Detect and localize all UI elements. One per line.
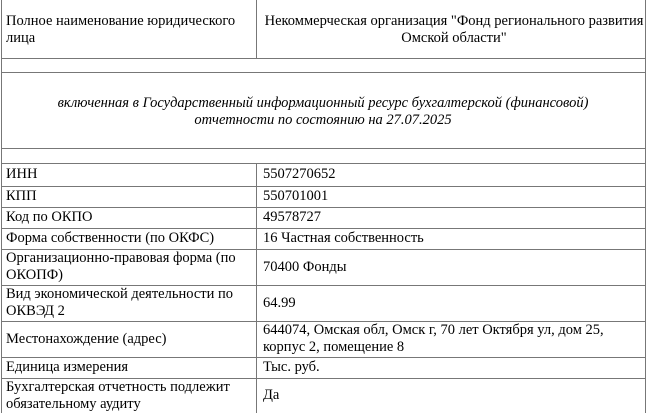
row-divider: [1, 72, 646, 73]
okfs-value: 16 Частная собственность: [263, 230, 424, 246]
audit-value: Да: [263, 387, 280, 403]
okpo-label: Код по ОКПО: [6, 209, 93, 225]
column-divider-top: [256, 0, 257, 58]
unit-label: Единица измерения: [6, 359, 129, 375]
row-divider: [1, 148, 646, 149]
registry-banner: включенная в Государственный информационный ресурс бухгалтерской (финансовой) отчетности по состоянию на 27.07.2025: [57, 95, 589, 128]
row-divider: [1, 58, 646, 59]
okved-value: 64.99: [263, 294, 296, 311]
inn-label: ИНН: [6, 166, 38, 182]
full-name-label: Полное наименование юридического лица: [6, 13, 236, 46]
unit-value: Тыс. руб.: [263, 359, 320, 375]
address-label: Местонахождение (адрес): [6, 330, 167, 347]
full-name-value: Некоммерческая организация "Фонд регионального развития Омской области": [264, 13, 644, 46]
address-value: 644074, Омская обл, Омск г, 70 лет Октября ул, дом 25, корпус 2, помещение 8: [263, 322, 604, 355]
okfs-label: Форма собственности (по ОКФС): [6, 230, 215, 246]
okpo-value: 49578727: [263, 209, 321, 225]
kpp-value: 550701001: [263, 188, 329, 204]
okved-label: Вид экономической деятельности по ОКВЭД 2: [6, 286, 233, 319]
column-divider-bottom: [256, 163, 257, 413]
okopf-value: 70400 Фонды: [263, 258, 347, 275]
audit-label: Бухгалтерская отчетность подлежит обязательному аудиту: [6, 378, 230, 412]
inn-value: 5507270652: [263, 166, 336, 182]
okopf-label: Организационно-правовая форма (по ОКОПФ): [6, 250, 236, 283]
kpp-label: КПП: [6, 188, 37, 204]
